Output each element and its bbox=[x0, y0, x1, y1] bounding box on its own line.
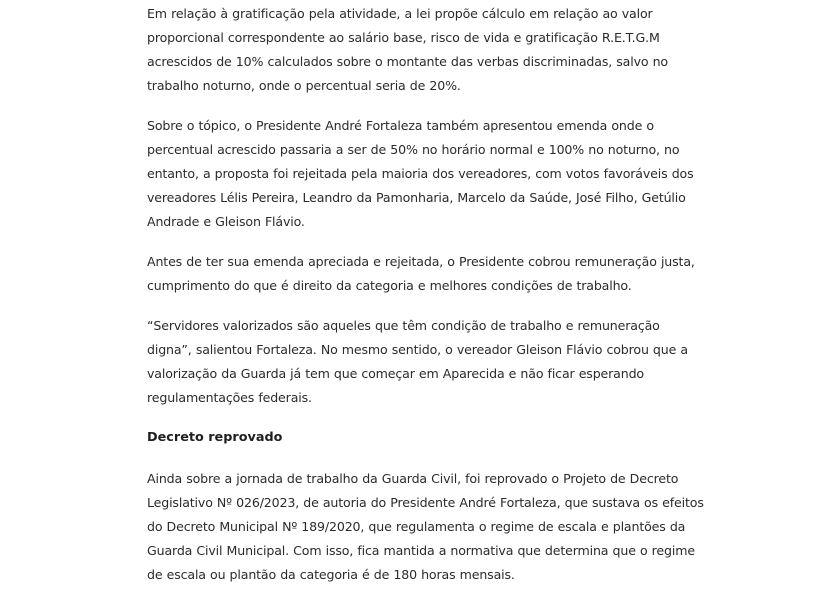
text-line: “Servidores valorizados são aqueles que têm condição de trabalho e remuneração bbox=[147, 318, 660, 333]
article-body bbox=[147, 2, 704, 603]
text-line: valorização da Guarda já tem que começar em Aparecida e não ficar esperando bbox=[147, 366, 644, 381]
text-line: Sobre o tópico, o Presidente André Fortaleza também apresentou emenda onde o bbox=[147, 118, 654, 133]
text-line: vereadores Lélis Pereira, Leandro da Pamonharia, Marcelo da Saúde, José Filho, Getúlio bbox=[147, 190, 686, 205]
text-line: Ainda sobre a jornada de trabalho da Guarda Civil, foi reprovado o Projeto de Decreto bbox=[147, 471, 679, 486]
text-line: de escala ou plantão da categoria é de 180 horas mensais. bbox=[147, 567, 515, 582]
paragraph-emenda bbox=[147, 114, 694, 234]
text-line: digna”, salientou Fortaleza. No mesmo sentido, o vereador Gleison Flávio cobrou que a bbox=[147, 342, 688, 357]
text-line: Antes de ter sua emenda apreciada e rejeitada, o Presidente cobrou remuneração justa, bbox=[147, 254, 695, 269]
text-line: percentual acrescido passaria a ser de 50% no horário normal e 100% no noturno, no bbox=[147, 142, 680, 157]
text-line: do Decreto Municipal Nº 189/2020, que regulamenta o regime de escala e plantões da bbox=[147, 519, 686, 534]
text-line: Em relação à gratificação pela atividade, a lei propõe cálculo em relação ao valor bbox=[147, 6, 653, 21]
paragraph-remuneracao bbox=[147, 250, 695, 298]
text-line: acrescidos de 10% calculados sobre o montante das verbas discriminadas, salvo no bbox=[147, 54, 668, 69]
text-line: trabalho noturno, onde o percentual seria de 20%. bbox=[147, 78, 461, 93]
text-line: cumprimento do que é direito da categoria e melhores condições de trabalho. bbox=[147, 278, 632, 293]
text-line: Legislativo Nº 026/2023, de autoria do Presidente André Fortaleza, que sustava os efeitos bbox=[147, 495, 704, 510]
text-line: proporcional correspondente ao salário base, risco de vida e gratificação R.E.T.G.M bbox=[147, 30, 660, 45]
paragraph-decreto bbox=[147, 467, 704, 587]
paragraph-quote bbox=[147, 314, 688, 410]
text-line: Andrade e Gleison Flávio. bbox=[147, 214, 305, 229]
text-line: regulamentações federais. bbox=[147, 390, 312, 405]
section-subheading: Decreto reprovado bbox=[147, 430, 283, 445]
text-line: Guarda Civil Municipal. Com isso, fica mantida a normativa que determina que o regime bbox=[147, 543, 695, 558]
paragraph-gratificacao bbox=[147, 2, 667, 98]
text-line: entanto, a proposta foi rejeitada pela maioria dos vereadores, com votos favoráveis dos bbox=[147, 166, 694, 181]
